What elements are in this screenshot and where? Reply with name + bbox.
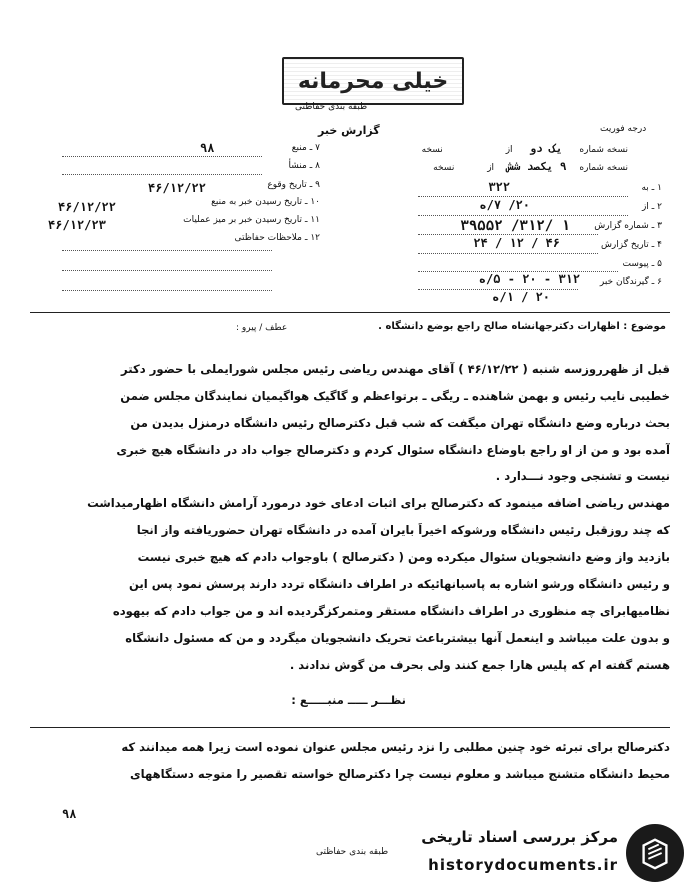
field-label: ۷ ـ منبع [291, 143, 320, 153]
body-line: نظامیهابرای چه منظوری در اطراف دانشگاه مستقر ومتمرکزگردیده اند و من جواب دادم که بیهوده [112, 604, 670, 618]
field-report-number-value: ۳۹۵۵۲ /۳۱۲/ ۱ [460, 218, 570, 234]
opinion-line: محیط دانشگاه متشنج میباشد و معلوم نیست چرا دکترصالح خواسته تقصیر را متوجه دستگاههای [130, 767, 670, 781]
logo-url: historydocuments.ir [428, 856, 618, 874]
dotted-line [62, 250, 272, 251]
field-date-to-source [211, 197, 320, 207]
body-line: خطیبی نایب رئیس و بهمن شاهنده ـ ریگی ـ برتواعظم و گاگیک هواگیمیان نمایندگان مجلس ضمن [120, 389, 670, 403]
field-recipients-value-2: ۲۰ / ۱/ه [492, 290, 550, 304]
field-recipients-value: ۳۱۲ - ۲۰ - ۵/ه [478, 272, 580, 286]
field-to-value: ۳۲۲ [488, 180, 510, 194]
body-line: قبل از ظهرروزسه شنبه ( ۴۶/۱۲/۲۲ ) آقای مهندس ریاضی رئیس مجلس شورایملی با حضور دکتر [121, 362, 670, 376]
field-value: ۹ یکصد شش [506, 160, 567, 173]
field-label: از [505, 145, 513, 155]
body-line: نیست و تشنجی وجود نـــدارد . [495, 469, 670, 483]
opinion-line: دکترصالح برای تبرئه خود چنین مطلبی را نزد رئیس مجلس عنوان نموده است زیرا همه میدانند که [121, 740, 670, 754]
field-source-value: ۹۸ [200, 141, 215, 155]
copy-number-row-2 [433, 160, 628, 173]
field-label: ۸ ـ منشأ [288, 161, 320, 171]
field-event-date [267, 180, 320, 190]
dotted-line [418, 215, 628, 216]
source-signature: ۹۸ [62, 807, 77, 821]
archive-folder-icon [626, 824, 684, 882]
field-label: ۶ ـ گیرندگان خبر [599, 277, 662, 287]
field-label: نسخه شماره [579, 163, 628, 173]
dotted-line [62, 174, 262, 175]
historydocuments-logo [418, 822, 688, 888]
field-label: ۵ ـ پیوست [622, 259, 662, 269]
dotted-line [62, 156, 262, 157]
dotted-line [62, 270, 272, 271]
field-label: نسخه [421, 145, 443, 155]
logo-title: مرکز بررسی اسناد تاریخی [421, 828, 618, 846]
field-event-date-value: ۴۶/۱۲/۲۲ [148, 181, 206, 195]
dotted-line [418, 253, 598, 254]
field-value: یک دو [529, 142, 563, 155]
report-title: گزارش خبر [318, 124, 380, 137]
field-date-to-desk [183, 215, 320, 225]
subject-label: موضوع : [623, 321, 666, 332]
field-source [292, 143, 320, 153]
dotted-line [62, 290, 272, 291]
body-line: آمده بود و من از او راجع باوضاع دانشگاه سئوال کردم و دکترصالح جواب داد در دانشگاه هیچ خبری [116, 443, 670, 457]
field-to [641, 183, 662, 193]
classification-stamp: خیلی محرمانه [282, 57, 464, 105]
body-line: مهندس ریاضی اضافه مینمود که دکترصالح برای اثبات ادعای خود درمورد آرامش دانشگاه اظهارمیداشت [87, 496, 670, 510]
body-line: و بدون علت میباشد و اینعمل آنها بیشترباعث تحریک دانشجویان میگردد و من که مسئول دانشگاه [125, 631, 670, 645]
field-from [642, 202, 662, 212]
reference-label: عطف / پیرو : [236, 323, 288, 333]
field-label: نسخه شماره [579, 145, 628, 155]
body-line: بحث درباره وضع دانشگاه تهران میگفت که شب قبل دکترصالح رئیس دانشگاه درمنزل بدیدن من [130, 416, 670, 430]
stamp-subtitle: طبقه بندی حفاظتی [295, 102, 368, 112]
body-line: که چند روزقبل رئیس دانشگاه ورشوکه اخیراً بایران آمده در دانشگاه تهران حضوریافته واز انجا [136, 523, 670, 537]
dotted-line [418, 196, 628, 197]
field-report-date-value: ۲۴ / ۱۲ / ۴۶ [473, 236, 560, 250]
field-report-number [594, 221, 662, 231]
field-label: ۲ ـ از [641, 202, 662, 212]
source-opinion-label: نظـــر ـــــ منبـــــع : [291, 693, 406, 707]
divider [30, 727, 670, 728]
dotted-line [418, 234, 598, 235]
field-label: ۱۰ ـ تاریخ رسیدن خبر به منبع [211, 197, 320, 207]
divider [30, 312, 670, 313]
field-date-to-desk-value: ۴۶/۱۲/۲۳ [48, 218, 106, 232]
bottom-classification: طبقه بندی حفاظتی [316, 847, 389, 857]
field-label: ۹ ـ تاریخ وقوع [267, 180, 320, 190]
field-label: ۱۲ ـ ملاحظات حفاظتی [234, 233, 320, 243]
body-line: بازدید واز وضع دانشجویان سئوال میکرده ومن ( دکترصالح ) باوجواب دادم که هیچ خبری نیست [137, 550, 670, 564]
field-label: ۳ ـ شماره گزارش [594, 221, 662, 231]
field-from-value: ۲۰/ ۷/ه [479, 198, 530, 212]
field-recipients [600, 277, 662, 287]
field-security-notes [235, 233, 320, 243]
body-line: و رئیس دانشگاه ورشو اشاره به پاسبانهائیکه در اطراف دانشگاه تردد دارند پرسش نمود پس این [128, 577, 670, 591]
field-origin [288, 161, 320, 171]
field-label: از [487, 163, 495, 173]
subject-text: اظهارات دکترجهانشاه صالح راجع بوضع دانشگاه . [378, 321, 620, 332]
field-date-to-source-value: ۴۶/۱۲/۲۲ [58, 200, 116, 214]
field-label: ۱۱ ـ تاریخ رسیدن خبر بر میز عملیات [183, 215, 320, 225]
copy-number-row-1 [422, 142, 628, 155]
field-label: ۴ ـ تاریخ گزارش [600, 240, 662, 250]
subject-line [378, 321, 666, 332]
body-line: هستم گفته ام که پلیس هارا جمع کنند ولی بحرف من گوش ندادند . [289, 658, 670, 672]
field-label: ۱ ـ به [641, 183, 662, 193]
field-attachment [623, 259, 662, 269]
field-label: نسخه [433, 163, 455, 173]
field-report-date [601, 240, 662, 250]
urgency-label: درجه فوریت [600, 124, 647, 134]
